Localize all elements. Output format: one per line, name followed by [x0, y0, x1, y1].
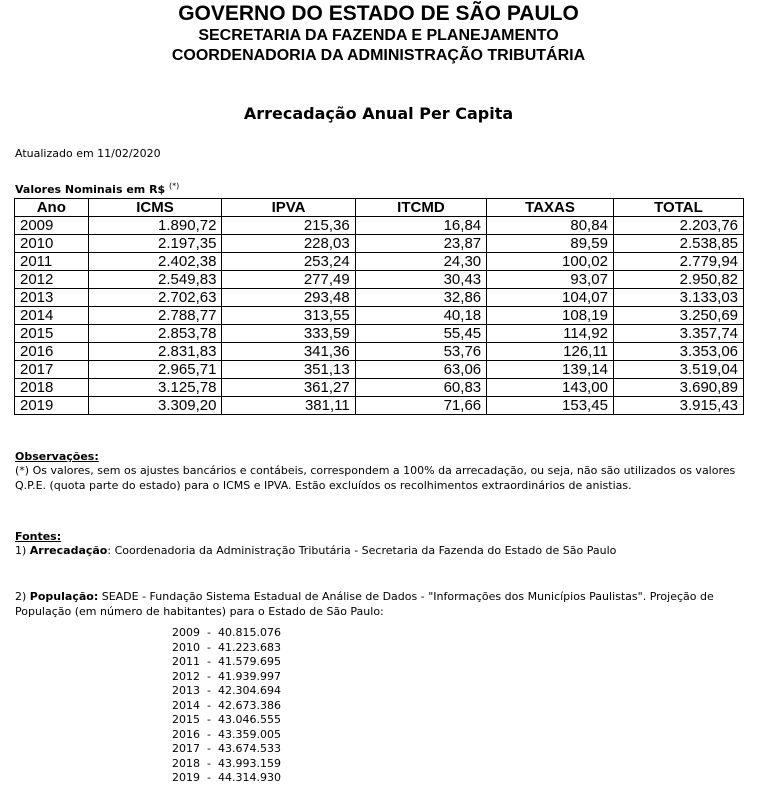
column-header-icms: ICMS [88, 199, 222, 217]
source-2-text: SEADE - Fundação Sistema Estadual de Análise de Dados - "Informações dos Municípios Paulistas". Projeção de População (em número de habitantes) para o Estado de São Paulo: [15, 590, 714, 618]
population-separator: - [200, 727, 218, 741]
cell-itcmd: 24,30 [355, 253, 486, 271]
population-value: 41.939.997 [217, 669, 281, 683]
table-row [15, 289, 744, 307]
source-1-prefix: 1) [15, 544, 30, 557]
source-item-arrecadacao [15, 543, 616, 558]
population-year: 2013 [172, 684, 200, 697]
population-year: 2009 [172, 626, 200, 639]
table-row [15, 325, 744, 343]
cell-total: 3.519,04 [613, 361, 743, 379]
updated-date: Atualizado em 11/02/2020 [15, 147, 161, 160]
population-row [172, 757, 281, 772]
revenue-table [14, 198, 744, 415]
cell-taxas: 108,19 [487, 307, 614, 325]
population-value: 40.815.076 [217, 626, 281, 639]
cell-ipva: 351,13 [222, 361, 355, 379]
cell-itcmd: 71,66 [355, 397, 486, 415]
cell-itcmd: 16,84 [355, 217, 486, 235]
population-year: 2016 [172, 727, 200, 741]
cell-ano: 2019 [15, 397, 89, 415]
header-coordination: COORDENADORIA DA ADMINISTRAÇÃO TRIBUTÁRIA [171, 47, 586, 64]
table-row [15, 397, 744, 415]
population-year: 2012 [172, 669, 200, 683]
population-value: 44.314.930 [217, 771, 281, 784]
observations-text: (*) Os valores, sem os ajustes bancários e contábeis, correspondem a 100% da arrecadação, ou seja, não são utilizados os valores Q.P.E. (quota parte do estado) para o ICMS e IPVA. Estão excluídos os recolhimentos extraordinários de anistias. [15, 464, 736, 492]
cell-ipva: 228,03 [222, 235, 355, 253]
source-1-text: : Coordenadoria da Administração Tributária - Secretaria da Fazenda do Estado de São Paulo [107, 544, 617, 557]
cell-itcmd: 55,45 [355, 325, 486, 343]
cell-ano: 2017 [15, 361, 89, 379]
cell-taxas: 80,84 [487, 217, 614, 235]
population-separator: - [200, 640, 218, 654]
cell-itcmd: 63,06 [355, 361, 486, 379]
cell-ano: 2010 [15, 235, 89, 253]
cell-ipva: 277,49 [222, 271, 355, 289]
cell-ipva: 313,55 [222, 307, 355, 325]
cell-taxas: 93,07 [487, 271, 614, 289]
cell-total: 3.690,89 [613, 379, 743, 397]
cell-ipva: 253,24 [222, 253, 355, 271]
table-caption-note: (*) [169, 181, 180, 191]
table-caption [15, 183, 179, 197]
cell-total: 3.915,43 [613, 397, 743, 415]
population-year: 2014 [172, 698, 200, 712]
source-1-label: Arrecadação [29, 544, 108, 557]
population-list [172, 626, 281, 786]
observations-title: Observações: [15, 450, 99, 463]
cell-ano: 2011 [15, 253, 89, 271]
cell-ano: 2018 [15, 379, 89, 397]
table-row [15, 271, 744, 289]
population-separator: - [200, 756, 218, 770]
cell-ipva: 361,27 [222, 379, 355, 397]
cell-ano: 2009 [15, 217, 89, 235]
cell-taxas: 139,14 [487, 361, 614, 379]
table-row [15, 307, 744, 325]
population-row [172, 655, 281, 670]
table-header-row [15, 199, 744, 217]
population-row [172, 713, 281, 728]
cell-icms: 2.965,71 [88, 361, 222, 379]
cell-total: 3.133,03 [613, 289, 743, 307]
cell-ano: 2014 [15, 307, 89, 325]
population-value: 43.359.005 [217, 727, 281, 741]
source-item-populacao [15, 589, 740, 619]
cell-itcmd: 32,86 [355, 289, 486, 307]
cell-ipva: 341,36 [222, 343, 355, 361]
population-year: 2011 [172, 655, 200, 668]
cell-icms: 2.197,35 [88, 235, 222, 253]
cell-icms: 3.309,20 [88, 397, 222, 415]
population-separator: - [200, 626, 218, 639]
population-year: 2019 [172, 771, 200, 784]
population-year: 2018 [172, 756, 200, 770]
population-value: 43.674.533 [217, 742, 281, 755]
population-separator: - [200, 742, 218, 755]
table-row [15, 253, 744, 271]
cell-icms: 3.125,78 [88, 379, 222, 397]
page-title: Arrecadação Anual Per Capita [243, 104, 514, 123]
cell-ipva: 293,48 [222, 289, 355, 307]
population-year: 2015 [172, 713, 200, 726]
source-2-prefix: 2) [15, 590, 30, 603]
cell-taxas: 126,11 [487, 343, 614, 361]
population-separator: - [200, 713, 218, 726]
population-separator: - [200, 655, 218, 668]
cell-total: 2.203,76 [613, 217, 743, 235]
cell-itcmd: 53,76 [355, 343, 486, 361]
population-value: 42.673.386 [217, 698, 281, 712]
table-row [15, 217, 744, 235]
table-row [15, 235, 744, 253]
header-secretariat: SECRETARIA DA FAZENDA E PLANEJAMENTO [198, 27, 559, 44]
cell-ano: 2016 [15, 343, 89, 361]
population-value: 41.223.683 [217, 640, 281, 654]
cell-taxas: 89,59 [487, 235, 614, 253]
cell-ano: 2013 [15, 289, 89, 307]
cell-icms: 2.549,83 [88, 271, 222, 289]
cell-total: 2.538,85 [613, 235, 743, 253]
source-2-label: População: [29, 590, 99, 603]
cell-taxas: 104,07 [487, 289, 614, 307]
cell-icms: 2.788,77 [88, 307, 222, 325]
population-separator: - [200, 698, 218, 712]
population-separator: - [200, 684, 218, 697]
cell-total: 2.950,82 [613, 271, 743, 289]
cell-itcmd: 40,18 [355, 307, 486, 325]
column-header-total: TOTAL [613, 199, 743, 217]
cell-ano: 2015 [15, 325, 89, 343]
population-value: 43.993.159 [217, 756, 281, 770]
cell-itcmd: 23,87 [355, 235, 486, 253]
cell-icms: 1.890,72 [88, 217, 222, 235]
header-government: GOVERNO DO ESTADO DE SÃO PAULO [178, 2, 579, 25]
cell-taxas: 153,45 [487, 397, 614, 415]
column-header-ano: Ano [15, 199, 89, 217]
population-value: 42.304.694 [217, 684, 281, 697]
cell-ano: 2012 [15, 271, 89, 289]
population-row [172, 699, 281, 714]
cell-taxas: 114,92 [487, 325, 614, 343]
cell-total: 3.250,69 [613, 307, 743, 325]
population-row [172, 728, 281, 743]
cell-ipva: 333,59 [222, 325, 355, 343]
column-header-ipva: IPVA [222, 199, 355, 217]
cell-taxas: 143,00 [487, 379, 614, 397]
column-header-itcmd: ITCMD [355, 199, 486, 217]
population-row [172, 684, 281, 699]
cell-total: 2.779,94 [613, 253, 743, 271]
column-header-taxas: TAXAS [487, 199, 614, 217]
population-year: 2010 [172, 640, 200, 654]
table-caption-text: Valores Nominais em R$ [15, 183, 166, 196]
population-separator: - [200, 669, 218, 683]
cell-itcmd: 30,43 [355, 271, 486, 289]
population-row [172, 641, 281, 656]
cell-icms: 2.831,83 [88, 343, 222, 361]
cell-ipva: 381,11 [222, 397, 355, 415]
population-row [172, 742, 281, 757]
cell-icms: 2.402,38 [88, 253, 222, 271]
population-value: 41.579.695 [217, 655, 281, 668]
cell-icms: 2.853,78 [88, 325, 222, 343]
table-row [15, 361, 744, 379]
cell-total: 3.357,74 [613, 325, 743, 343]
cell-taxas: 100,02 [487, 253, 614, 271]
cell-itcmd: 60,83 [355, 379, 486, 397]
population-separator: - [200, 771, 218, 784]
cell-icms: 2.702,63 [88, 289, 222, 307]
population-row [172, 670, 281, 685]
population-year: 2017 [172, 742, 200, 755]
sources-title: Fontes: [15, 530, 62, 543]
cell-ipva: 215,36 [222, 217, 355, 235]
table-row [15, 343, 744, 361]
population-value: 43.046.555 [217, 713, 281, 726]
population-row [172, 771, 281, 786]
cell-total: 3.353,06 [613, 343, 743, 361]
table-row [15, 379, 744, 397]
population-row [172, 626, 281, 641]
